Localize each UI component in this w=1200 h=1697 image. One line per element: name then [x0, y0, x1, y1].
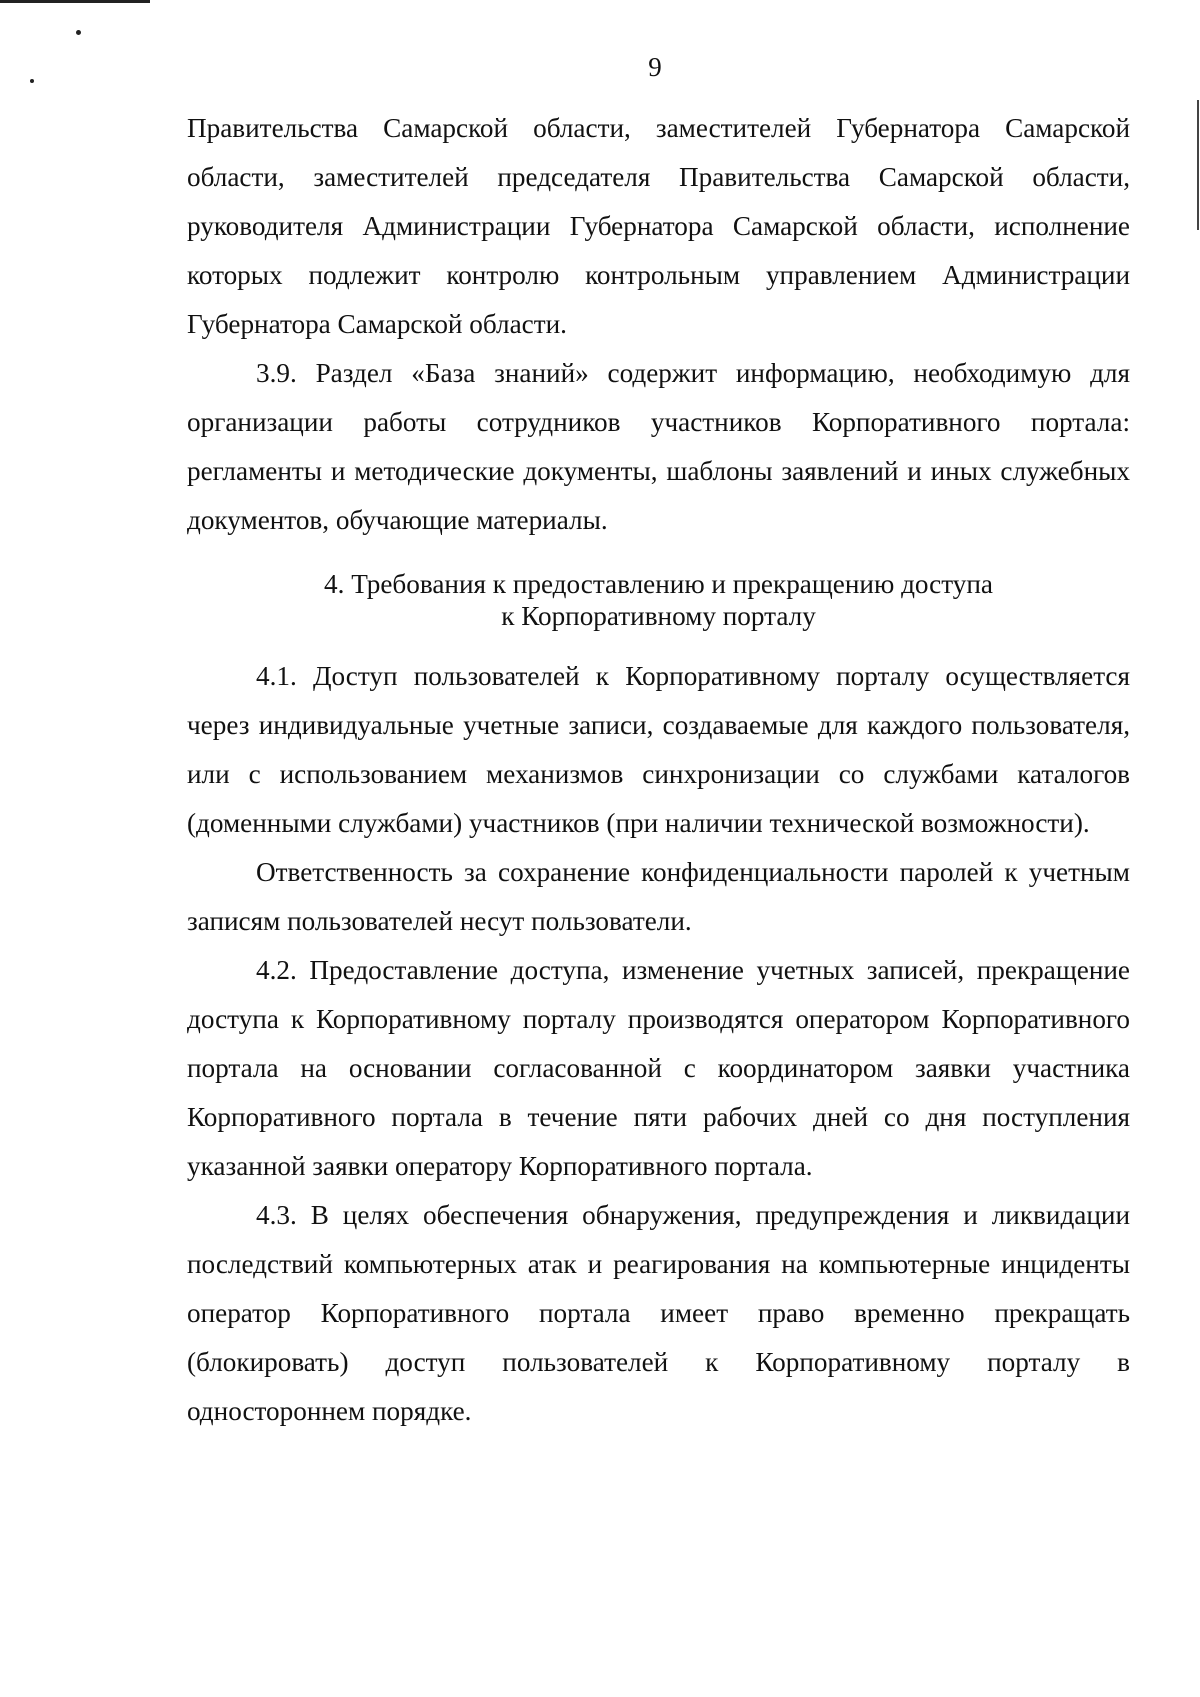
- paragraph-continuation: Правительства Самарской области, заместителей Губернатора Самарской области, заместителей председателя Правительства Самарской области, руководителя Администрации Губернатора Самарской области, исполнение которых подлежит контролю контрольным управлением Администрации Губернатора Самарской области.: [187, 113, 1130, 339]
- document-body: [187, 104, 1130, 1436]
- section-heading: [187, 568, 1130, 632]
- scan-edge-top: [0, 0, 150, 3]
- paragraph-3-9: 3.9. Раздел «База знаний» содержит информацию, необходимую для организации работы сотрудников участников Корпоративного портала: регламенты и методические документы, шаблоны заявлений и иных служебных документов, обучающие материалы.: [187, 358, 1130, 535]
- page-number: 9: [648, 52, 662, 82]
- section-heading-line-2: к Корпоративному порталу: [501, 601, 816, 631]
- scan-speck: [76, 30, 81, 35]
- paragraph-4-1: 4.1. Доступ пользователей к Корпоративному порталу осуществляется через индивидуальные учетные записи, создаваемые для каждого пользователя, или с использованием механизмов синхронизации со службами каталогов (доменными службами) участников (при наличии технической возможности).: [187, 661, 1130, 838]
- scan-edge-right: [1197, 100, 1199, 230]
- paragraph-4-3: 4.3. В целях обеспечения обнаружения, предупреждения и ликвидации последствий компьютерных атак и реагирования на компьютерные инциденты оператор Корпоративного портала имеет право временно прекращать (блокировать) доступ пользователей к Корпоративному порталу в одностороннем порядке.: [187, 1200, 1130, 1426]
- paragraph-4-2: 4.2. Предоставление доступа, изменение учетных записей, прекращение доступа к Корпоративному порталу производятся оператором Корпоративного портала на основании согласованной с координатором заявки участника Корпоративного портала в течение пяти рабочих дней со дня поступления указанной заявки оператору Корпоративного портала.: [187, 955, 1130, 1181]
- paragraph-responsibility: Ответственность за сохранение конфиденциальности паролей к учетным записям пользователей несут пользователи.: [187, 857, 1130, 936]
- section-heading-line-1: 4. Требования к предоставлению и прекращению доступа: [324, 569, 993, 599]
